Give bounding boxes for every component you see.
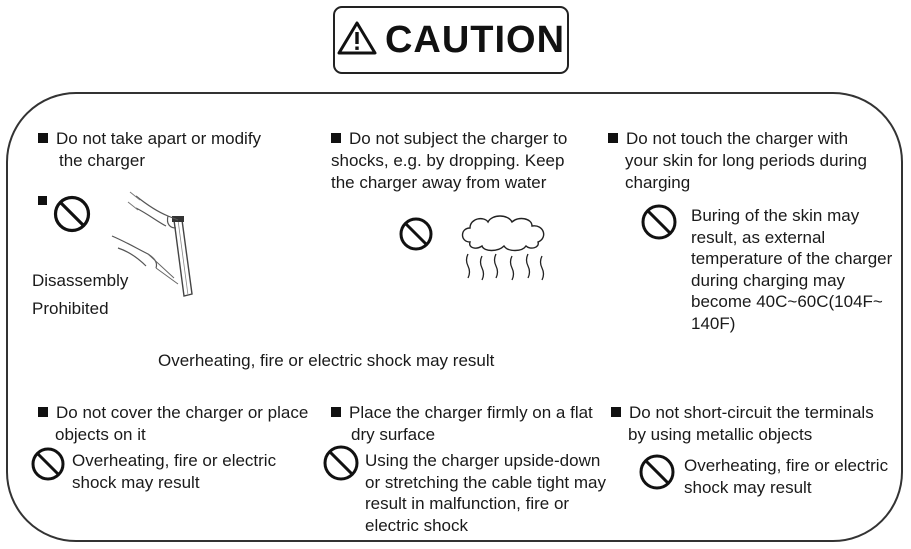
placement-hazard-note: Using the charger upside-down or stretching the cable tight may result in malfunction, fire or electric shock bbox=[365, 451, 606, 535]
item-placement-heading: Place the charger firmly on a flat dry surface bbox=[331, 402, 611, 446]
warning-triangle-icon bbox=[337, 20, 377, 61]
caution-title-box bbox=[333, 6, 569, 74]
square-bullet bbox=[331, 133, 341, 143]
prohibited-icon bbox=[398, 216, 434, 252]
square-bullet bbox=[611, 407, 621, 417]
cover-hazard-note: Overheating, fire or electric shock may result bbox=[72, 451, 277, 492]
square-bullet bbox=[608, 133, 618, 143]
caution-title: CAUTION bbox=[384, 18, 566, 61]
item-short-circuit-heading: Do not short-circuit the terminals by using metallic objects bbox=[611, 402, 903, 446]
short-circuit-hazard-note: Overheating, fire or electric shock may result bbox=[684, 456, 889, 497]
item-skin-contact-heading: Do not touch the charger with your skin for long periods during charging bbox=[608, 128, 898, 194]
shared-hazard-note: Overheating, fire or electric shock may result bbox=[158, 351, 495, 370]
prohibited-icon bbox=[640, 203, 678, 241]
item-cover-heading: Do not cover the charger or place objects on it bbox=[38, 402, 328, 446]
prohibited-icon bbox=[322, 444, 360, 482]
disassembly-prohibited-label: Disassembly Prohibited bbox=[32, 271, 129, 318]
skin-burn-warning-note: Buring of the skin may result, as external temperature of the charger during charging may become 40C~60C(104F~ 140F) bbox=[691, 206, 893, 333]
item-shock-water-heading: Do not subject the charger to shocks, e.g. by dropping. Keep the charger away from water bbox=[331, 129, 568, 192]
rain-cloud-icon bbox=[456, 212, 552, 297]
square-bullet bbox=[38, 133, 48, 143]
prohibited-icon bbox=[638, 453, 676, 491]
square-bullet bbox=[331, 407, 341, 417]
prohibited-icon bbox=[52, 194, 92, 234]
square-bullet bbox=[38, 196, 47, 205]
prohibited-icon bbox=[30, 446, 66, 482]
item-disassembly-heading: Do not take apart or modify the charger bbox=[38, 128, 318, 172]
square-bullet bbox=[38, 407, 48, 417]
